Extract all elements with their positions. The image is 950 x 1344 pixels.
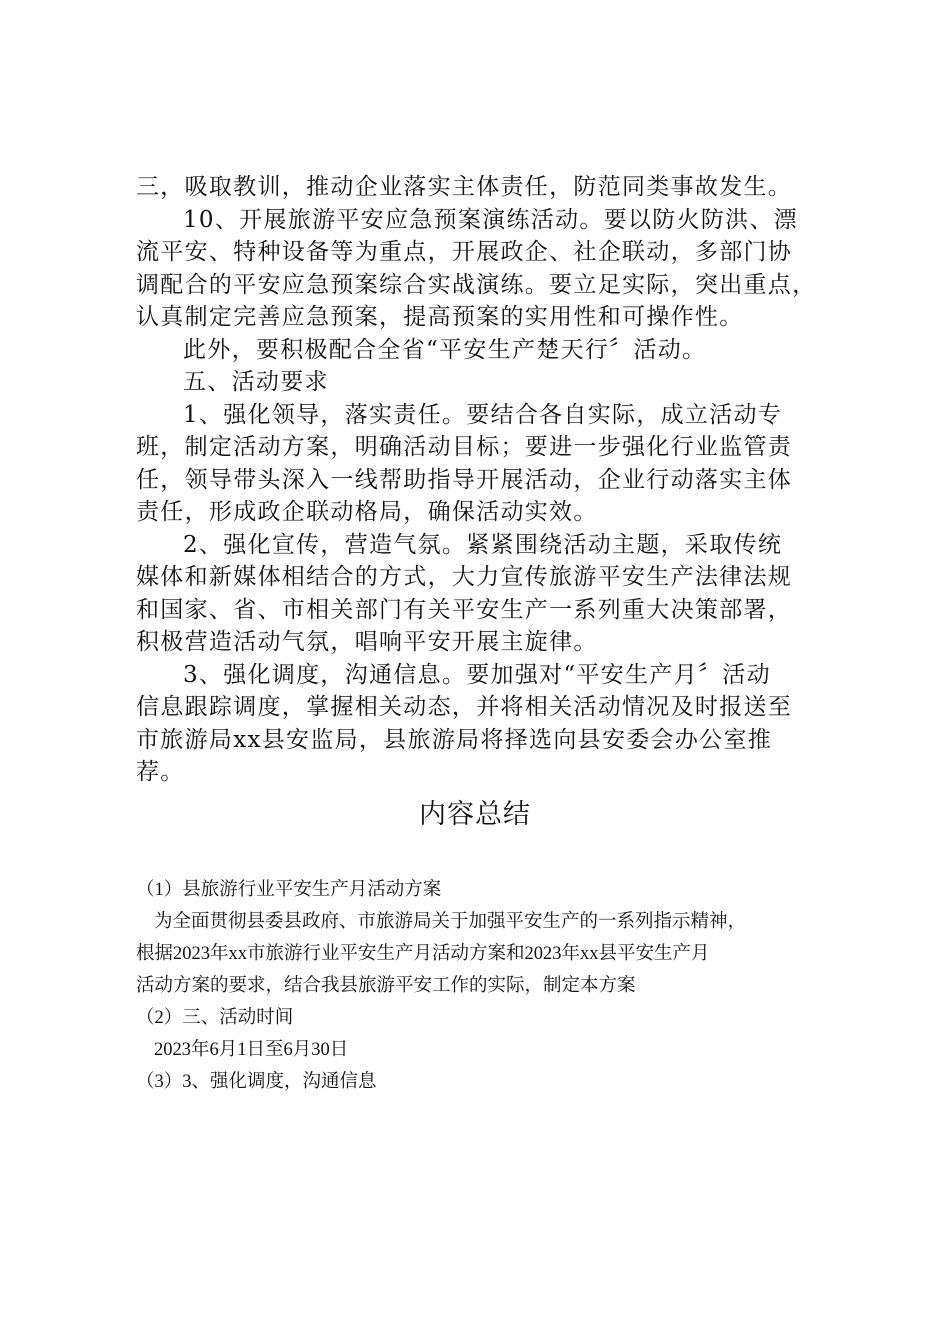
body-line: 三，吸取教训，推动企业落实主体责任，防范同类事故发生。	[136, 174, 793, 200]
body-line: 流平安、特种设备等为重点，开展政企、社企联动，多部门协	[136, 239, 793, 265]
body-line: 调配合的平安应急预案综合实战演练。要立足实际，突出重点，	[136, 271, 817, 298]
summary-line: 根据2023年xx市旅游行业平安生产月活动方案和2023年xx县平安生产月	[136, 944, 710, 964]
summary-line: （1）县旅游行业平安生产月活动方案	[136, 880, 442, 900]
summary-line: 2023年6月1日至6月30日	[154, 1040, 349, 1060]
body-line: 荐。	[136, 759, 185, 785]
summary-line: 为全面贯彻县委县政府、市旅游局关于加强平安生产的一系列指示精神，	[154, 912, 747, 932]
body-line: 此外，要积极配合全省“平安生产楚天行〞活动。	[183, 336, 707, 363]
summary-line: （2）三、活动时间	[136, 1008, 294, 1028]
body-line: 积极营造活动气氛，唱响平安开展主旋律。	[136, 629, 598, 655]
body-line: 3、强化调度，沟通信息。要加强对“平安生产月〞活动	[183, 661, 771, 688]
body-line: 媒体和新媒体相结合的方式，大力宣传旅游平安生产法律法规	[136, 564, 793, 590]
body-line: 班，制定活动方案，明确活动目标；要进一步强化行业监管责	[136, 434, 793, 460]
summary-line: 活动方案的要求，结合我县旅游平安工作的实际，制定本方案	[136, 976, 636, 996]
summary-line: （3）3、强化调度，沟通信息	[136, 1072, 377, 1092]
body-line: 2、强化宣传，营造气氛。紧紧围绕活动主题，采取传统	[183, 531, 783, 558]
main-body-text	[136, 171, 836, 789]
body-line: 市旅游局xx县安监局，县旅游局将择选向县安委会办公室推	[136, 726, 773, 753]
summary-section	[136, 874, 856, 1098]
body-line: 任，领导带头深入一线帮助指导开展活动，企业行动落实主体	[136, 466, 793, 493]
body-line: 和国家、省、市相关部门有关平安生产一系列重大决策部署，	[136, 596, 793, 623]
body-line: 责任，形成政企联动格局，确保活动实效。	[136, 499, 598, 525]
section-heading: 五、活动要求	[183, 369, 329, 395]
summary-title: 内容总结	[419, 799, 531, 830]
body-line: 1、强化领导，落实责任。要结合各自实际，成立活动专	[183, 401, 783, 428]
body-line: 10、开展旅游平安应急预案演练活动。要以防火防洪、漂	[183, 206, 799, 233]
body-line: 认真制定完善应急预案，提高预案的实用性和可操作性。	[136, 304, 744, 330]
body-line: 信息跟踪调度，掌握相关动态，并将相关活动情况及时报送至	[136, 694, 793, 720]
